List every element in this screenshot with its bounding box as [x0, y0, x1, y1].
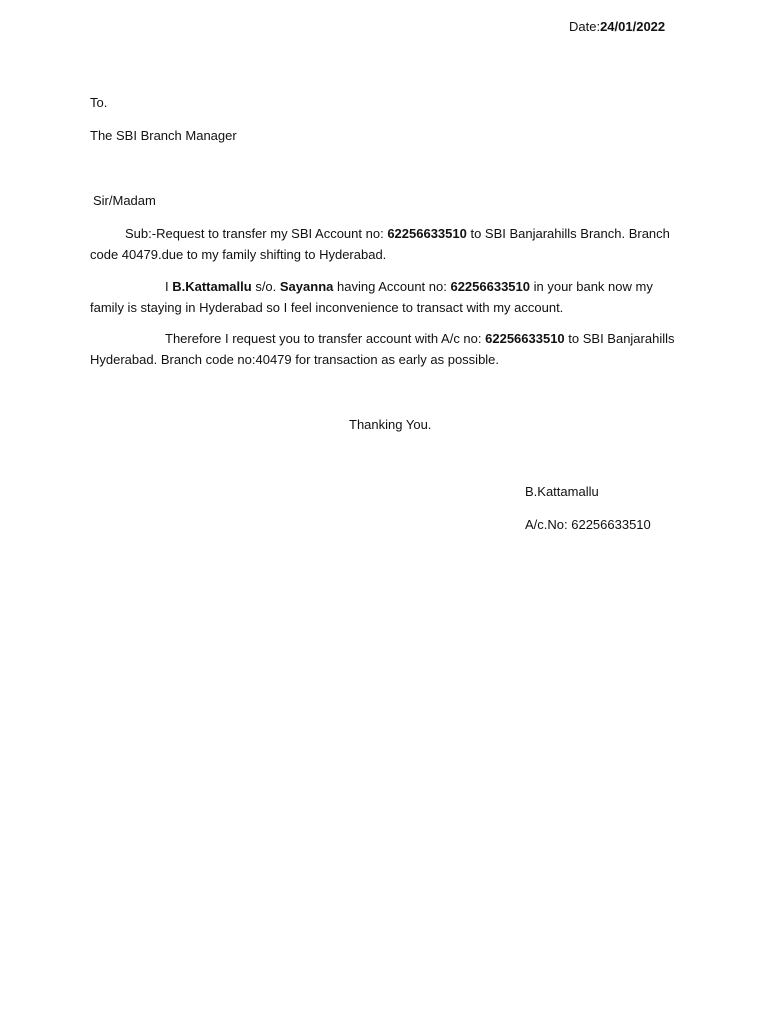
subject-prefix: Sub:-Request to transfer my SBI Account no:	[125, 226, 388, 241]
body2-text-1: Therefore I request you to transfer account with A/c no:	[165, 331, 486, 346]
body-paragraph-1	[90, 276, 680, 318]
body1-text-2: s/o.	[251, 279, 280, 294]
signature-account: A/c.No: 62256633510	[525, 517, 651, 532]
salutation-line: Sir/Madam	[93, 193, 156, 208]
body2-account-number: 62256633510	[485, 331, 565, 346]
body2-text-2: to SBI Banjarahills Hyderabad. Branch code no:40479 for transaction as early as possible.	[90, 331, 675, 367]
applicant-name: B.Kattamallu	[172, 279, 252, 294]
signature-name: B.Kattamallu	[525, 484, 599, 499]
recipient-line: The SBI Branch Manager	[90, 128, 237, 143]
body-paragraph-2	[90, 328, 680, 370]
body1-account-number: 62256633510	[450, 279, 530, 294]
subject-account-number: 62256633510	[387, 226, 467, 241]
subject-paragraph	[90, 223, 680, 265]
father-name: Sayanna	[279, 279, 334, 294]
to-line: To.	[90, 95, 108, 110]
closing-line: Thanking You.	[349, 417, 432, 432]
body1-text-1: I	[165, 279, 173, 294]
body1-text-3: having Account no:	[333, 279, 451, 294]
date-line	[569, 18, 665, 35]
date-value: 24/01/2022	[600, 19, 666, 34]
date-label: Date:	[569, 19, 601, 34]
body1-text-4: in your bank now my family is staying in Hyderabad so I feel inconvenience to transact with my account.	[90, 279, 653, 315]
subject-suffix: to SBI Banjarahills Branch. Branch code 40479.due to my family shifting to Hyderabad.	[90, 226, 670, 262]
